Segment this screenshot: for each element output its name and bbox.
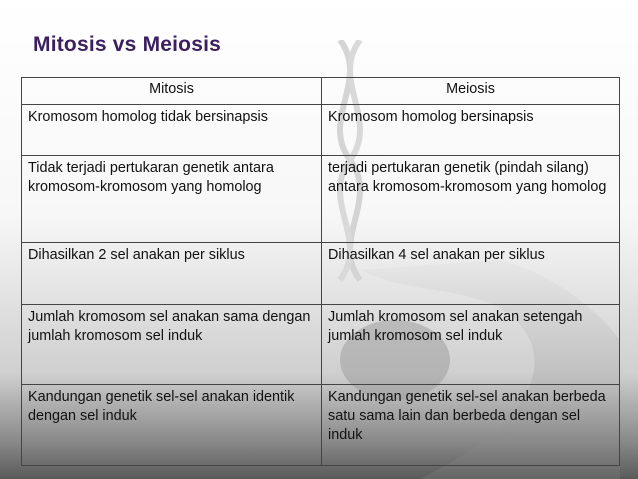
cell-meiosis: Dihasilkan 4 sel anakan per siklus <box>322 243 620 304</box>
header-mitosis: Mitosis <box>22 78 322 105</box>
cell-meiosis: Kromosom homolog bersinapsis <box>322 104 620 156</box>
cell-mitosis: Jumlah kromosom sel anakan sama dengan jumlah kromosom sel induk <box>22 304 322 385</box>
header-row <box>22 78 620 105</box>
table-row <box>22 304 620 385</box>
cell-meiosis: terjadi pertukaran genetik (pindah silang) antara kromosom-kromosom yang homolog <box>322 156 620 243</box>
cell-mitosis: Kandungan genetik sel-sel anakan identik dengan sel induk <box>22 385 322 466</box>
table-row <box>22 104 620 156</box>
table-row <box>22 243 620 304</box>
slide-title: Mitosis vs Meiosis <box>33 33 221 56</box>
cell-mitosis: Tidak terjadi pertukaran genetik antara kromosom-kromosom yang homolog <box>22 156 322 243</box>
cell-meiosis: Jumlah kromosom sel anakan setengah jumlah kromosom sel induk <box>322 304 620 385</box>
header-meiosis: Meiosis <box>322 78 620 105</box>
cell-meiosis: Kandungan genetik sel-sel anakan berbeda satu sama lain dan berbeda dengan sel induk <box>322 385 620 466</box>
cell-mitosis: Dihasilkan 2 sel anakan per siklus <box>22 243 322 304</box>
table-row <box>22 156 620 243</box>
table-row <box>22 385 620 466</box>
comparison-table <box>21 77 620 466</box>
cell-mitosis: Kromosom homolog tidak bersinapsis <box>22 104 322 156</box>
